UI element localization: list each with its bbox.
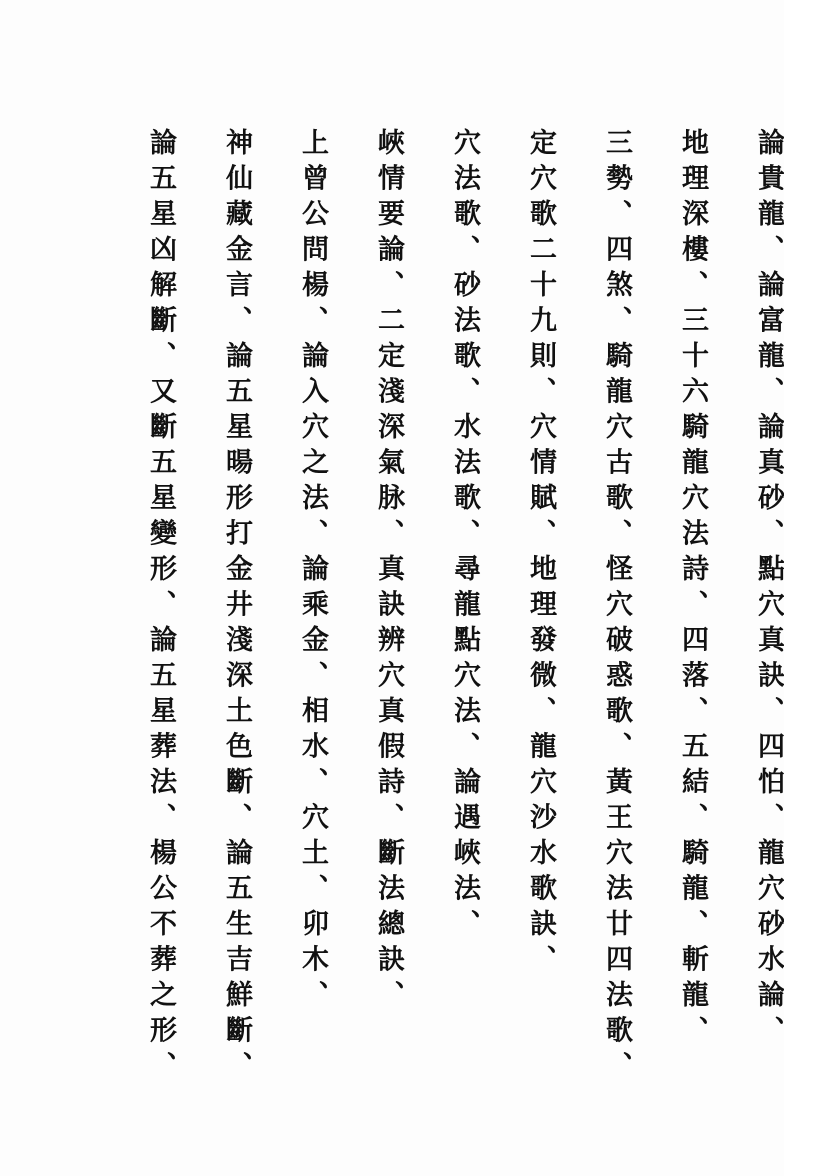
text-column-3: 三勢、四煞、騎龍穴古歌、怪穴破惑歌、黃王穴法廿四法歌、 <box>601 128 632 1087</box>
text-column-9: 論五星凶解斷、又斷五星變形、論五星葬法、楊公不葬之形、 <box>145 128 176 1087</box>
page-right-edge <box>784 0 824 1176</box>
text-column-4: 定穴歌二十九則、穴情賦、地理發微、龍穴沙水歌訣、 <box>525 128 556 980</box>
vertical-text-block <box>140 128 796 1087</box>
text-column-5: 穴法歌、砂法歌、水法歌、尋龍點穴法、論遇峽法、 <box>449 128 480 945</box>
text-column-7: 上曾公問楊、論入穴之法、論乘金、相水、穴土、卯木、 <box>297 128 328 1016</box>
text-column-8: 神仙藏金言、論五星暘形打金井淺深土色斷、論五生吉鮮斷、 <box>221 128 252 1087</box>
text-column-6: 峽情要論、二定淺深氣脉、真訣辨穴真假詩、斷法總訣、 <box>373 128 404 1016</box>
text-column-1: 論貴龍、論富龍、論真砂、點穴真訣、四怕、龍穴砂水論、 <box>753 128 784 1051</box>
text-column-2: 地理深樓、三十六騎龍穴法詩、四落、五結、騎龍、斬龍、 <box>677 128 708 1051</box>
